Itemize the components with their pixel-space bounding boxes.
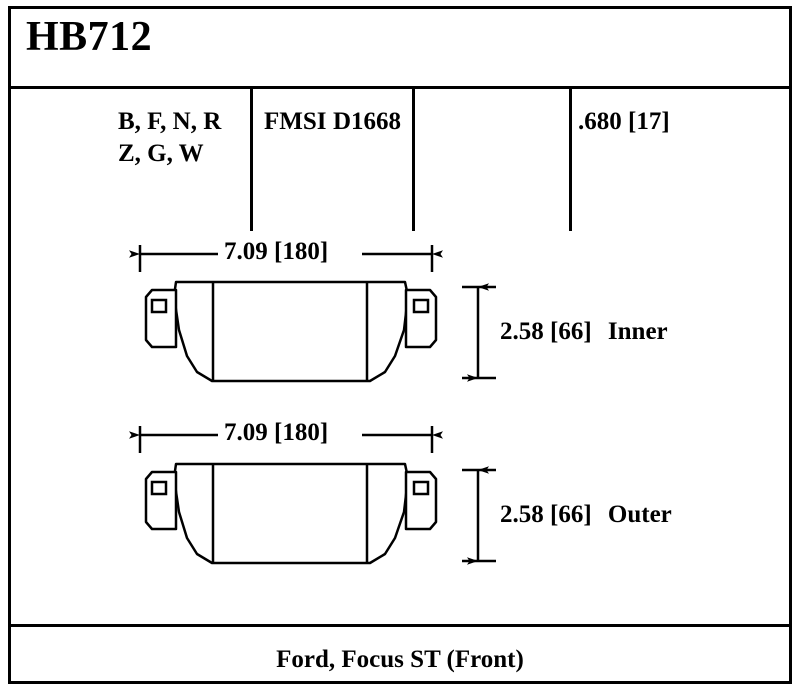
outer-width-label: 7.09 [180] [224, 419, 329, 446]
outer-height-label [500, 501, 672, 529]
outer-height-dimension [462, 470, 496, 561]
vehicle-application: Ford, Focus ST (Front) [276, 646, 524, 673]
outer-pad-label: Outer [607, 501, 672, 528]
inner-height-value: 2.58 [66] [500, 318, 592, 345]
pad-thickness: .680 [17] [578, 108, 670, 135]
inner-pad-shape [146, 282, 436, 381]
compound-codes-row-2: Z, G, W [118, 140, 204, 167]
part-number: HB712 [26, 14, 153, 60]
fmsi-label: FMSI [264, 108, 327, 135]
inner-height-label [500, 318, 668, 346]
inner-pad-label: Inner [607, 318, 668, 345]
compound-codes-row-1: B, F, N, R [118, 108, 222, 135]
outer-height-value: 2.58 [66] [500, 501, 592, 528]
inner-width-label: 7.09 [180] [224, 238, 329, 265]
outer-pad-shape [146, 464, 436, 563]
fmsi-number: D1668 [333, 108, 402, 135]
inner-height-dimension [462, 287, 496, 378]
